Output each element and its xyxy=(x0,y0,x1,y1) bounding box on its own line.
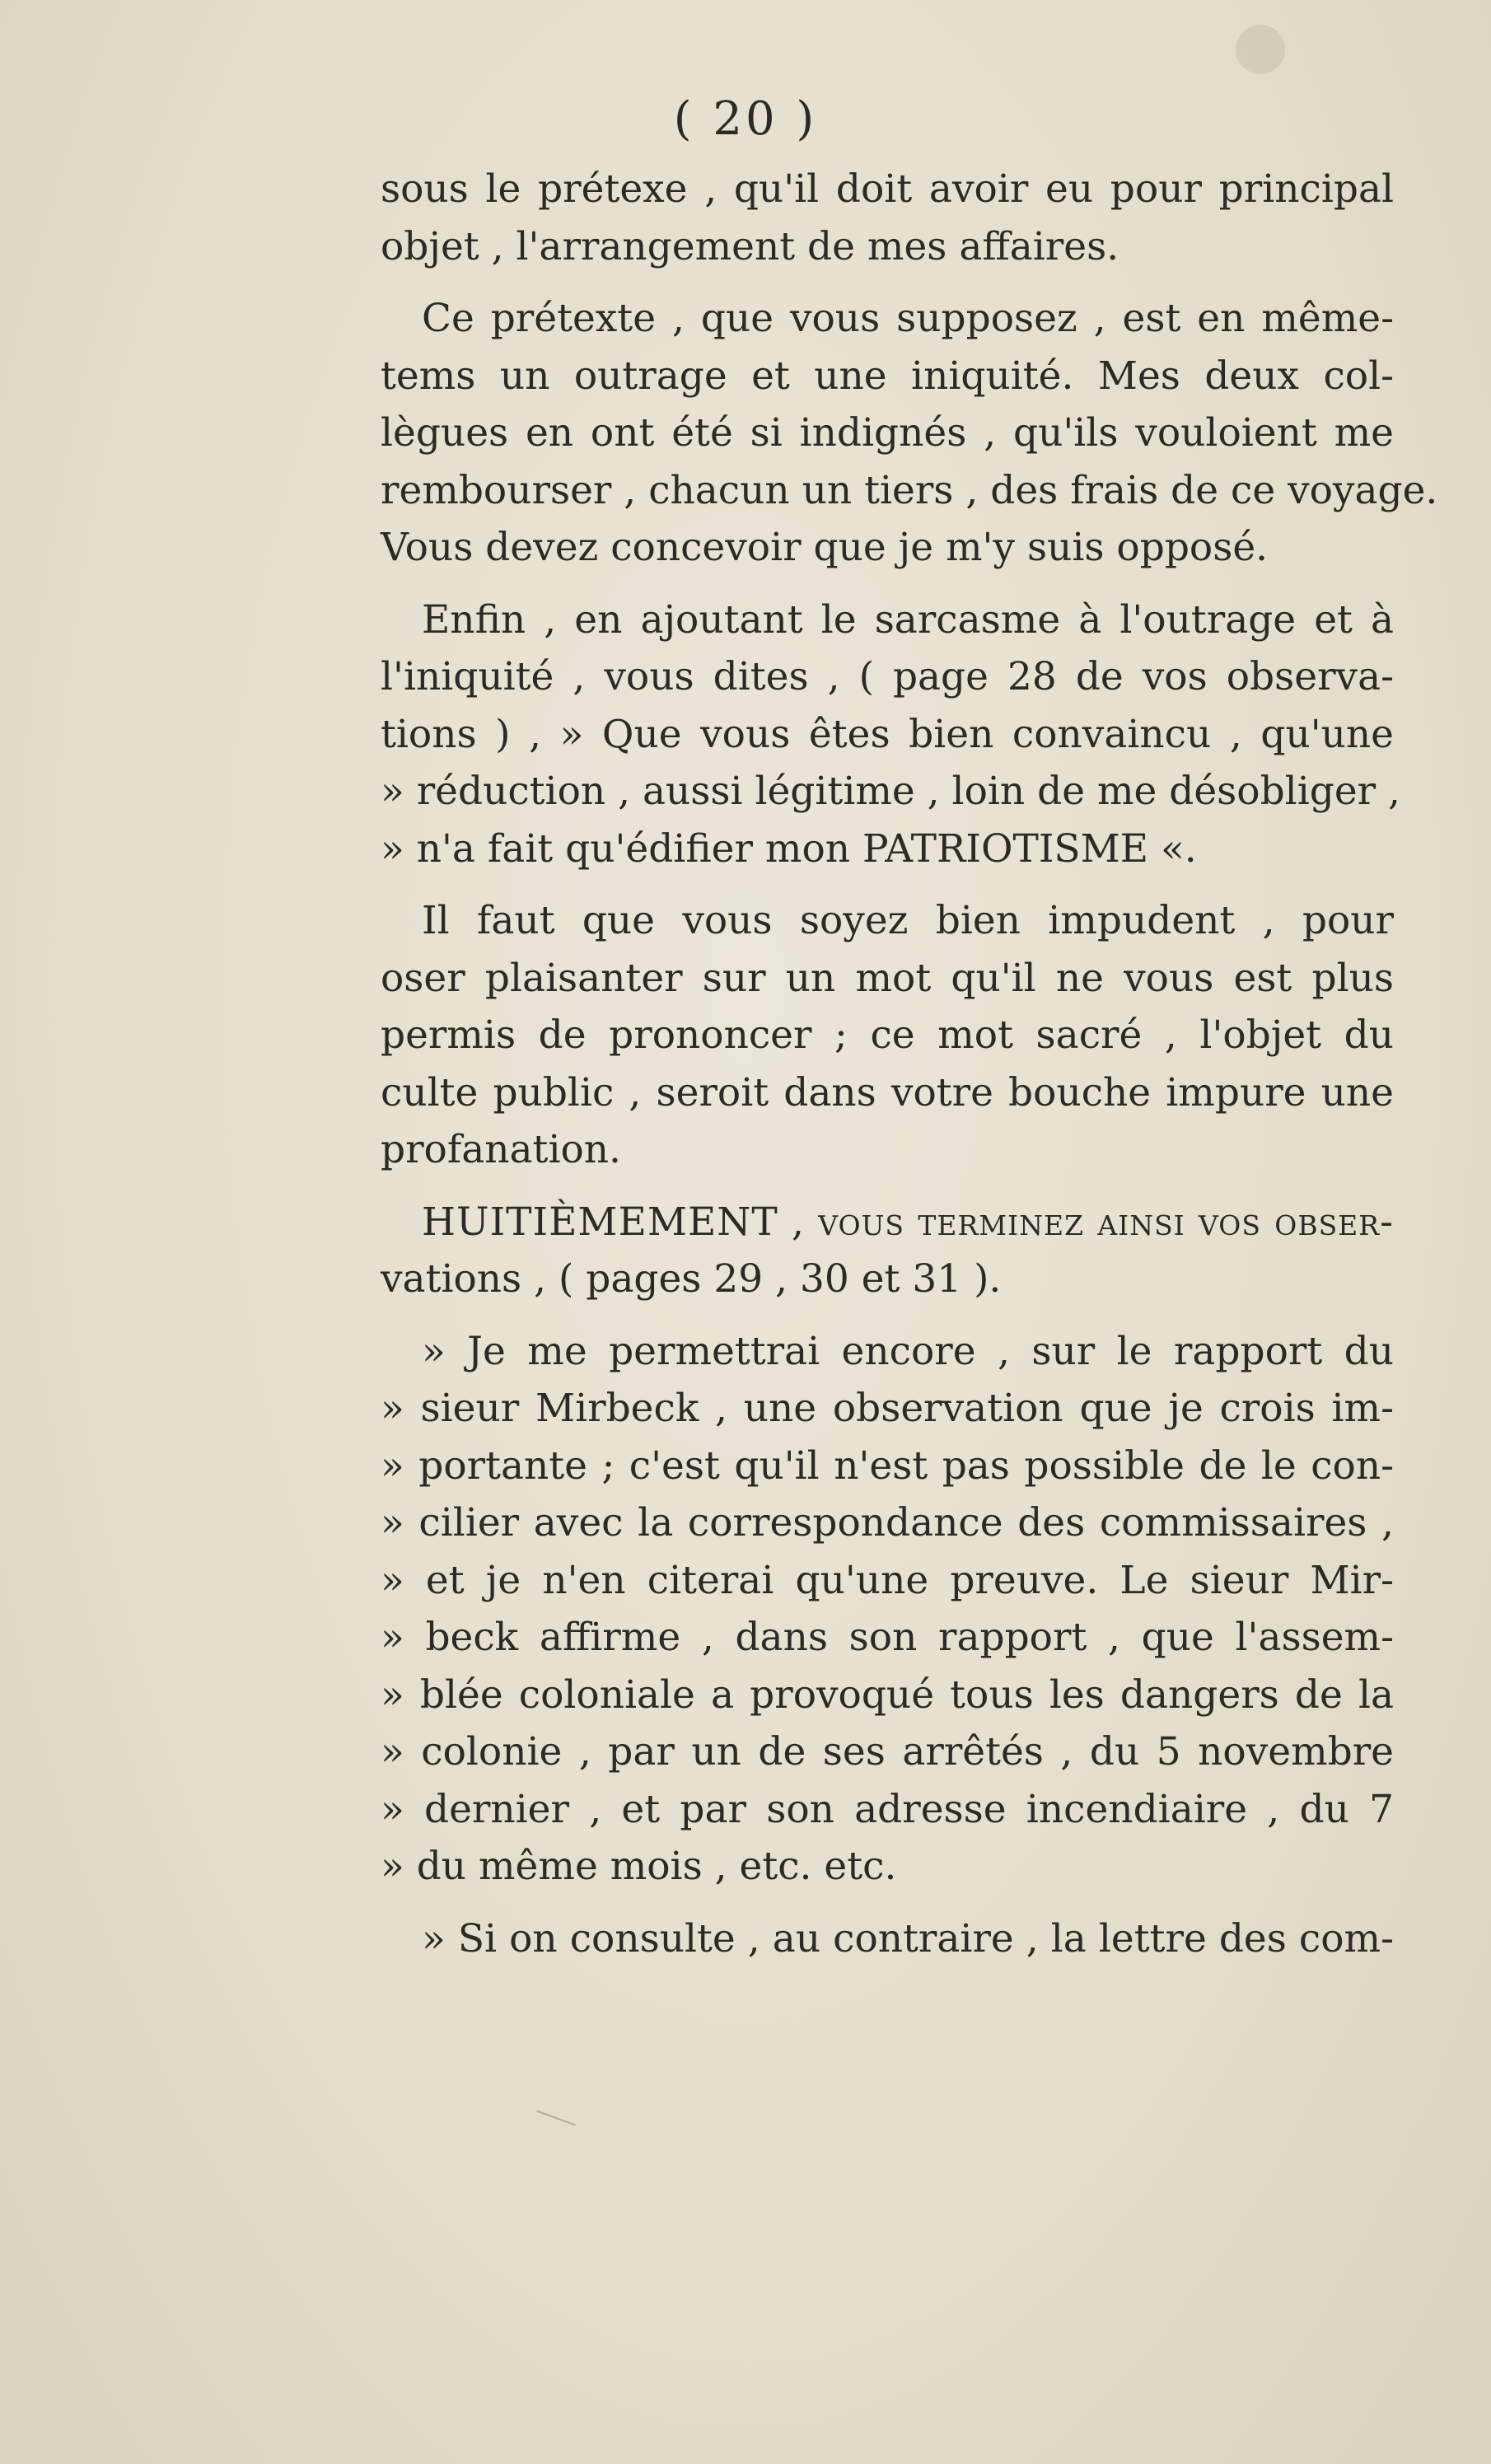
text-line: sous le prétexe , qu'il doit avoir eu pour principal xyxy=(381,166,1394,212)
text-line: » réduction , aussi légitime , loin de me désobliger , xyxy=(381,769,1400,814)
text-line: permis de prononcer ; ce mot sacré , l'objet du xyxy=(381,1012,1394,1058)
text-line: tems un outrage et une iniquité. Mes deux col- xyxy=(381,353,1394,399)
text-line: profanation. xyxy=(381,1127,621,1172)
text-line: vations , ( pages 29 , 30 et 31 ). xyxy=(381,1256,1002,1302)
text-line: culte public , seroit dans votre bouche impure une xyxy=(381,1069,1394,1115)
text-line: » cilier avec la correspondance des commissaires , xyxy=(381,1500,1394,1545)
text-line: » beck affirme , dans son rapport , que l'assem- xyxy=(381,1615,1394,1660)
paper-mark xyxy=(536,2111,576,2126)
text-line: » Je me permettrai encore , sur le rapport du xyxy=(422,1328,1394,1374)
text-line: HUITIÈMEMENT , vous terminez ainsi vos obser- xyxy=(422,1199,1394,1245)
text-line: » du même mois , etc. etc. xyxy=(381,1844,897,1889)
text-line: Ce prétexte , que vous supposez , est en même- xyxy=(422,296,1394,341)
text-line: » n'a fait qu'édifier mon PATRIOTISME «. xyxy=(381,825,1197,872)
page-number: ( 20 ) xyxy=(673,92,818,146)
text-line: objet , l'arrangement de mes affaires. xyxy=(381,223,1119,269)
text-line: » sieur Mirbeck , une observation que je crois im- xyxy=(381,1386,1394,1431)
text-line: » portante ; c'est qu'il n'est pas possible de le con- xyxy=(381,1442,1394,1489)
text-line: oser plaisanter sur un mot qu'il ne vous est plus xyxy=(381,955,1394,1001)
text-line: tions ) , » Que vous êtes bien convaincu , qu'une xyxy=(381,711,1394,757)
text-line: lègues en ont été si indignés , qu'ils vouloient me xyxy=(381,410,1394,456)
text-line: Enfin , en ajoutant le sarcasme à l'outrage et à xyxy=(422,596,1394,643)
text-line: rembourser , chacun un tiers , des frais de ce voyage. xyxy=(381,467,1438,513)
text-line: » et je n'en citerai qu'une preuve. Le sieur Mir- xyxy=(381,1557,1394,1603)
text-line: Vous devez concevoir que je m'y suis opposé. xyxy=(381,525,1269,570)
text-line: Il faut que vous soyez bien impudent , pour xyxy=(422,898,1394,943)
text-line: » colonie , par un de ses arrêtés , du 5 novembre xyxy=(381,1729,1394,1774)
text-line: » dernier , et par son adresse incendiaire , du 7 xyxy=(381,1786,1394,1832)
body-text xyxy=(381,161,1438,1967)
text-line: l'iniquité , vous dites , ( page 28 de vos observa- xyxy=(381,654,1394,699)
text-line: » blée coloniale a provoqué tous les dangers de la xyxy=(381,1671,1394,1718)
text-line: » Si on consulte , au contraire , la lettre des com- xyxy=(422,1915,1394,1961)
paper-stain xyxy=(1236,25,1285,74)
